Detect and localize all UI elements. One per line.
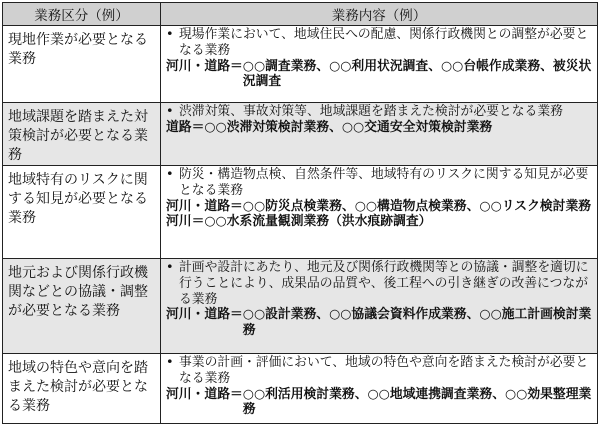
- detail-line: [166, 307, 594, 339]
- business-table: [2, 2, 598, 424]
- bullet-item: [166, 27, 594, 59]
- category-cell: 現地作業が必要となる業務: [3, 26, 161, 103]
- detail-value: ○○利活用検討業務、○○地域連携調査業務、○○効果整理業務: [242, 386, 592, 418]
- detail-line: [166, 120, 594, 136]
- bullet-text: 渋滞対策、事故対策等、地域課題を踏まえた検討が必要となる業務: [179, 104, 563, 119]
- bullet-mark: •: [166, 355, 174, 370]
- detail-value: ○○渋滞対策検討業務、○○交通安全対策検討業務: [204, 119, 493, 135]
- content-cell: [161, 26, 598, 103]
- detail-label: 道路＝: [166, 119, 205, 135]
- detail-label: 河川・道路＝: [166, 307, 243, 323]
- detail-line: [166, 59, 594, 91]
- detail-value: ○○調査業務、○○利用状況調査、○○台帳作成業務、被災状況調査: [242, 58, 592, 90]
- bullet-text: 防災・構造物点検、自然条件等、地域特有のリスクに関する知見が必要となる業務: [179, 167, 589, 198]
- bullet-mark: •: [166, 27, 174, 42]
- detail-label: 河川・道路＝: [166, 198, 243, 214]
- detail-line: [166, 199, 594, 215]
- category-cell: 地域特有のリスクに関する知見が必要となる業務: [3, 166, 161, 259]
- bullet-mark: •: [166, 104, 174, 119]
- detail-value: ○○防災点検業務、○○構造物点検業務、○○リスク検討業務: [242, 198, 592, 214]
- bullet-item: [166, 167, 594, 199]
- content-cell: [161, 103, 598, 166]
- bullet-mark: •: [166, 167, 174, 182]
- header-row: [3, 3, 598, 26]
- detail-line: [166, 387, 594, 419]
- bullet-text: 事業の計画・評価において、地域の特色や意向を踏まえた検討が必要となる業務: [179, 355, 589, 386]
- detail-line-2: 河川＝○○水系流量観測業務（洪水痕跡調査）: [166, 214, 432, 230]
- detail-value: ○○設計業務、○○協議会資料作成業務、○○施工計画検討業務: [242, 307, 592, 339]
- bullet-text: 現場作業において、地域住民への配慮、関係行政機関との調整が必要となる業務: [179, 27, 589, 58]
- category-cell: 地域課題を踏まえた対策検討が必要となる業務: [3, 103, 161, 166]
- table-row: [3, 166, 598, 259]
- category-cell: 地元および関係行政機関などとの協議・調整が必要となる業務: [3, 259, 161, 354]
- content-cell: [161, 354, 598, 424]
- detail-label: 河川・道路＝: [166, 58, 243, 74]
- category-cell: 地域の特色や意向を踏まえた検討が必要となる業務: [3, 354, 161, 424]
- bullet-item: [166, 260, 594, 307]
- table-row: [3, 103, 598, 166]
- header-content: 業務内容（例）: [161, 3, 598, 26]
- header-category: 業務区分（例）: [3, 3, 161, 26]
- detail-label: 河川・道路＝: [166, 386, 243, 402]
- table-row: [3, 354, 598, 424]
- content-cell: [161, 166, 598, 259]
- bullet-text: 計画や設計にあたり、地元及び関係行政機関等との協議・調整を適切に行うことにより、成果品の品質や、後工程への引き継ぎの改善につながる業務: [179, 260, 589, 307]
- bullet-item: [166, 104, 594, 120]
- table-row: [3, 26, 598, 103]
- bullet-mark: •: [166, 260, 174, 275]
- table-row: [3, 259, 598, 354]
- bullet-item: [166, 355, 594, 387]
- content-cell: [161, 259, 598, 354]
